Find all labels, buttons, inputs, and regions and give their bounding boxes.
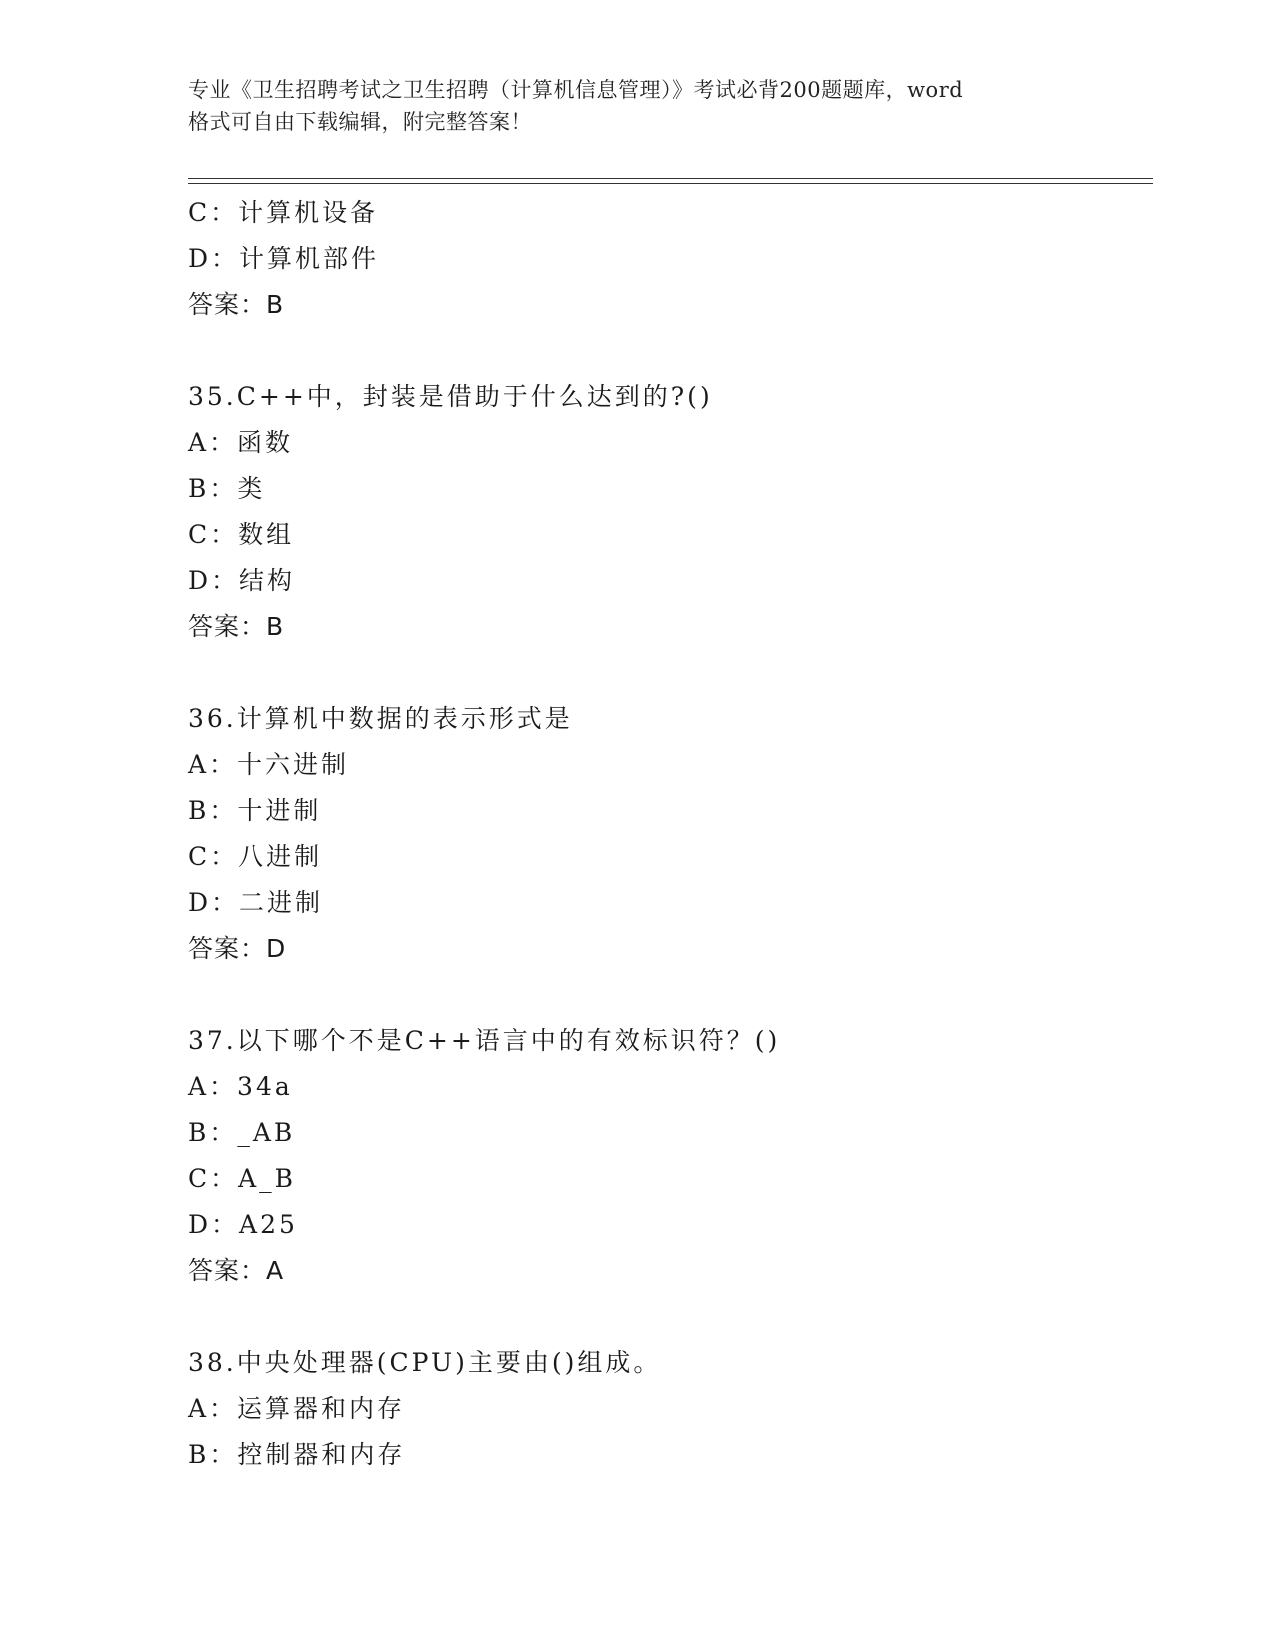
header-divider-bottom	[188, 183, 1153, 184]
option-a: A：34a	[188, 1072, 293, 1101]
question-stem: 38.中央处理器(CPU)主要由()组成。	[188, 1348, 662, 1377]
question-stem: 37.以下哪个不是C++语言中的有效标识符？()	[188, 1026, 781, 1055]
option-c: C：数组	[188, 520, 295, 549]
question-38	[188, 1340, 1148, 1478]
answer: 答案：A	[188, 1256, 285, 1285]
question-stem: 36.计算机中数据的表示形式是	[188, 704, 573, 733]
header-line-2: 格式可自由下载编辑，附完整答案！	[188, 110, 532, 134]
option-a: A：十六进制	[188, 750, 350, 779]
option-d: D：结构	[188, 566, 296, 595]
answer: 答案：B	[188, 290, 285, 319]
option-a: A：函数	[188, 428, 294, 457]
question-35	[188, 374, 1148, 650]
option-b: B：控制器和内存	[188, 1440, 406, 1469]
question-36	[188, 696, 1148, 972]
option-c: C：计算机设备	[188, 198, 379, 227]
option-c: C：八进制	[188, 842, 323, 871]
header-line-1: 专业《卫生招聘考试之卫生招聘（计算机信息管理）》考试必背200题题库，word	[188, 78, 964, 102]
option-a: A：运算器和内存	[188, 1394, 406, 1423]
option-d: D：二进制	[188, 888, 324, 917]
header-divider-top	[188, 178, 1153, 179]
document-header	[188, 74, 1088, 138]
option-d: D：A25	[188, 1210, 298, 1239]
option-b: B：_AB	[188, 1118, 296, 1147]
option-b: B：类	[188, 474, 266, 503]
option-d: D：计算机部件	[188, 244, 380, 273]
question-37	[188, 1018, 1148, 1294]
question-list	[188, 190, 1148, 1478]
option-c: C：A_B	[188, 1164, 297, 1193]
question-34-continued	[188, 190, 1148, 328]
answer: 答案：D	[188, 934, 287, 963]
option-b: B：十进制	[188, 796, 322, 825]
question-stem: 35.C++中，封装是借助于什么达到的?()	[188, 382, 713, 411]
answer: 答案：B	[188, 612, 285, 641]
